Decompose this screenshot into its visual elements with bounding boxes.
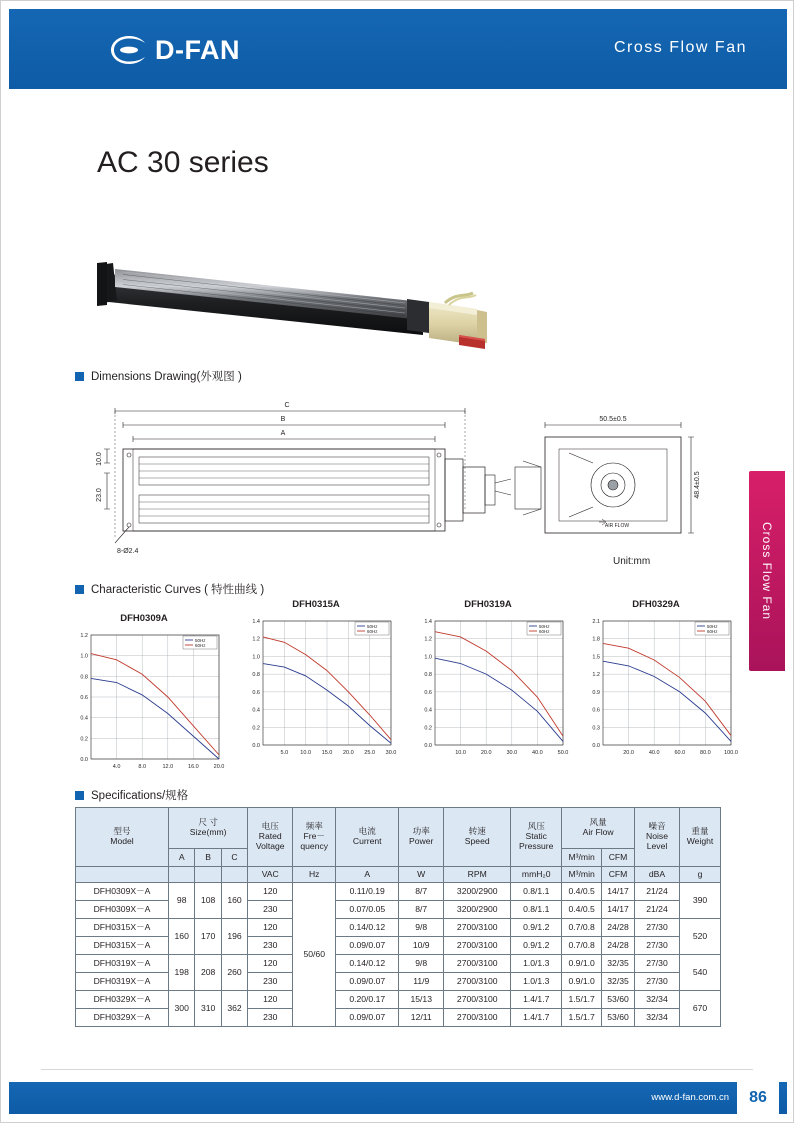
cell-size-c: 260 [221,955,247,991]
col-airflow-cfm: CFM [602,849,635,867]
svg-text:10.0: 10.0 [96,452,103,466]
cell-speed: 2700/3100 [444,973,511,991]
svg-text:30.0: 30.0 [506,750,518,756]
svg-text:60Hz: 60Hz [367,629,378,634]
chart-title: DFH0329A [632,599,680,610]
cell-voltage: 230 [248,901,293,919]
svg-text:20.0: 20.0 [342,750,354,756]
footer-url[interactable]: www.d-fan.com.cn [651,1092,729,1103]
cell-pressure: 1.4/1.7 [511,991,562,1009]
col-model-cn: 型号 [113,826,131,837]
col-pressure [511,808,562,867]
svg-text:0.2: 0.2 [252,725,260,732]
svg-text:60Hz: 60Hz [195,643,206,648]
col-speed-cn: 转速 [468,826,486,837]
cell-model: DFH0319X－A [76,955,169,973]
cell-flow-m3: 0.7/0.8 [562,919,602,937]
svg-text:0.6: 0.6 [80,695,88,701]
section-label: Characteristic Curves ( 特性曲线 ) [91,584,265,596]
cell-weight: 540 [680,955,721,991]
col-frequency-en: Fre－ [303,831,325,842]
unit-dba: dBA [635,867,680,883]
cell-model: DFH0329X－A [76,991,169,1009]
cell-flow-m3: 0.4/0.5 [562,883,602,901]
cell-pressure: 1.0/1.3 [511,955,562,973]
cell-flow-cfm: 14/17 [602,901,635,919]
col-voltage-en2: Voltage [255,840,285,851]
section-heading-specifications [75,787,188,803]
cell-power: 11/9 [399,973,444,991]
cell-voltage: 120 [248,919,293,937]
svg-text:10.0: 10.0 [300,750,312,756]
cell-noise: 27/30 [635,955,680,973]
svg-text:0.0: 0.0 [80,757,88,763]
cell-size-a: 300 [169,991,195,1027]
svg-text:50Hz: 50Hz [539,624,550,629]
col-frequency-cn: 频率 [305,821,323,832]
col-pressure-en2: Pressure [519,840,554,851]
cell-size-a: 98 [169,883,195,919]
svg-text:10.0: 10.0 [455,750,466,756]
cell-pressure: 0.9/1.2 [511,919,562,937]
cell-voltage: 230 [248,1009,293,1027]
svg-text:1.5: 1.5 [592,654,600,661]
cell-power: 10/9 [399,937,444,955]
cell-size-c: 196 [221,919,247,955]
col-noise-en: Noise [646,831,668,842]
svg-text:8-Ø2.4: 8-Ø2.4 [117,548,139,555]
col-speed [444,808,511,867]
cell-size-b: 108 [195,883,221,919]
cell-voltage: 230 [248,973,293,991]
unit-vac: VAC [248,867,293,883]
cell-power: 9/8 [399,955,444,973]
section-label: Specifications/规格 [91,790,189,802]
cell-size-c: 362 [221,991,247,1027]
chart-title: DFH0319A [464,599,512,610]
col-noise-en2: Level [646,840,668,851]
cell-voltage: 230 [248,937,293,955]
section-heading-curves [75,581,264,597]
col-speed-en: Speed [464,836,490,846]
svg-text:1.4: 1.4 [424,619,432,625]
chart-title: DFH0315A [292,599,340,610]
svg-text:50Hz: 50Hz [707,624,718,629]
page-title: AC 30 series [97,146,269,179]
col-voltage-en: Rated [258,831,282,842]
svg-text:1.2: 1.2 [80,633,88,639]
cell-voltage: 120 [248,955,293,973]
col-airflow-en: Air Flow [582,827,614,837]
svg-text:1.2: 1.2 [592,672,600,679]
col-size-en: Size(mm) [189,827,227,837]
svg-text:48.4±0.5: 48.4±0.5 [694,471,701,499]
cell-noise: 32/34 [635,991,680,1009]
bullet-square-icon [75,585,84,594]
cell-size-c: 160 [221,883,247,919]
cell-power: 8/7 [399,901,444,919]
cell-voltage: 120 [248,883,293,901]
svg-text:50.0: 50.0 [557,750,569,756]
svg-text:0.8: 0.8 [424,672,432,679]
table-head [76,808,721,883]
bullet-square-icon [75,372,84,381]
col-model [76,808,169,867]
unit-rpm: RPM [444,867,511,883]
cell-noise: 21/24 [635,901,680,919]
svg-text:50Hz: 50Hz [195,638,206,643]
cell-current: 0.09/0.07 [336,1009,399,1027]
cell-speed: 2700/3100 [444,991,511,1009]
page-footer [9,1082,787,1114]
unit-g: g [680,867,721,883]
dimension-drawing [93,391,703,571]
specifications-table-wrap [75,807,721,1027]
unit-c [221,867,247,883]
col-weight [680,808,721,867]
chart-dfh0329a [573,599,739,767]
cell-size-b: 310 [195,991,221,1027]
svg-text:0.0: 0.0 [592,743,600,749]
col-pressure-en: Static [525,831,547,842]
svg-text:0.6: 0.6 [424,689,432,696]
cell-current: 0.09/0.07 [336,937,399,955]
cell-noise: 32/34 [635,1009,680,1027]
svg-text:0.4: 0.4 [424,707,432,714]
cell-current: 0.09/0.07 [336,973,399,991]
svg-text:60Hz: 60Hz [539,629,550,634]
svg-text:1.0: 1.0 [424,654,432,661]
unit-a-amp: A [336,867,399,883]
svg-text:4.0: 4.0 [112,764,121,770]
col-frequency-en2: quency [300,840,329,851]
cell-flow-cfm: 14/17 [602,883,635,901]
svg-text:12.0: 12.0 [162,764,174,770]
svg-text:20.0: 20.0 [623,750,634,756]
cell-speed: 2700/3100 [444,1009,511,1027]
svg-text:60Hz: 60Hz [707,629,718,634]
section-label: Dimensions Drawing(外观图 ) [91,371,242,383]
svg-text:0.3: 0.3 [592,725,600,732]
cell-size-a: 160 [169,919,195,955]
cell-flow-cfm: 53/60 [602,1009,635,1027]
unit-b [195,867,221,883]
svg-text:0.6: 0.6 [252,689,260,696]
svg-text:5.0: 5.0 [280,750,289,756]
col-airflow-m3: M³/min [562,849,602,867]
table-row [76,883,721,901]
col-current-en: Current [352,836,382,846]
cell-power: 15/13 [399,991,444,1009]
table-row [76,991,721,1009]
col-power-en: Power [409,836,434,846]
svg-text:50.5±0.5: 50.5±0.5 [599,416,627,423]
col-size-c: C [221,849,247,867]
svg-text:1.0: 1.0 [80,653,88,660]
cell-size-b: 170 [195,919,221,955]
chart-dfh0309a [61,613,227,781]
cell-speed: 3200/2900 [444,901,511,919]
unit-model [76,867,169,883]
cell-size-a: 198 [169,955,195,991]
cell-speed: 2700/3100 [444,955,511,973]
table-body [76,883,721,1027]
table-row [76,919,721,937]
brand-name: D-FAN [155,34,240,65]
svg-text:0.2: 0.2 [424,725,432,732]
svg-text:0.8: 0.8 [80,674,88,681]
bullet-square-icon [75,791,84,800]
cell-power: 12/11 [399,1009,444,1027]
col-size-a: A [169,849,195,867]
cell-speed: 3200/2900 [444,883,511,901]
col-frequency [293,808,336,867]
svg-text:B: B [280,416,286,423]
svg-text:80.0: 80.0 [700,750,711,756]
svg-text:60.0: 60.0 [674,750,686,756]
section-heading-dimensions [75,368,242,384]
page-number: 86 [737,1082,779,1114]
col-size [169,808,248,849]
svg-text:1.2: 1.2 [252,636,260,643]
cell-flow-cfm: 24/28 [602,919,635,937]
table-row [76,955,721,973]
svg-text:A: A [280,430,286,437]
side-tab-label: Cross Flow Fan [760,521,774,621]
cell-noise: 21/24 [635,883,680,901]
cell-model: DFH0309X－A [76,901,169,919]
unit-m3min: M³/min [562,867,602,883]
col-pressure-cn: 风压 [527,821,545,832]
col-model-en: Model [110,836,134,846]
svg-text:0.4: 0.4 [80,715,88,722]
unit-note: Unit:mm [613,556,651,567]
unit-w: W [399,867,444,883]
col-current-cn: 电流 [358,826,376,837]
cell-weight: 520 [680,919,721,955]
col-noise-cn: 噪音 [648,821,666,832]
side-tab [749,471,785,671]
svg-text:1.0: 1.0 [252,654,260,661]
cell-pressure: 0.8/1.1 [511,901,562,919]
col-voltage-cn: 电压 [261,821,279,832]
svg-text:40.0: 40.0 [648,750,660,756]
cell-flow-m3: 0.9/1.0 [562,973,602,991]
cell-flow-m3: 0.4/0.5 [562,901,602,919]
unit-hz: Hz [293,867,336,883]
cell-pressure: 1.4/1.7 [511,1009,562,1027]
svg-text:16.0: 16.0 [188,764,199,770]
col-power-cn: 功率 [412,826,430,837]
svg-text:100.0: 100.0 [724,750,738,756]
col-power [399,808,444,867]
cell-current: 0.20/0.17 [336,991,399,1009]
cell-noise: 27/30 [635,937,680,955]
unit-a [169,867,195,883]
footer-divider [41,1069,753,1070]
chart-title: DFH0309A [120,613,168,624]
col-size-cn: 尺 寸 [198,817,218,828]
col-size-b: B [195,849,221,867]
cell-speed: 2700/3100 [444,937,511,955]
chart-dfh0315a [233,599,399,767]
cell-weight: 390 [680,883,721,919]
svg-text:23.0: 23.0 [96,488,103,502]
unit-cfm: CFM [602,867,635,883]
cell-frequency: 50/60 [293,883,336,1027]
cell-voltage: 120 [248,991,293,1009]
col-airflow [562,808,635,849]
cell-speed: 2700/3100 [444,919,511,937]
col-weight-cn: 重量 [691,826,709,837]
cell-noise: 27/30 [635,973,680,991]
svg-text:0.0: 0.0 [424,743,432,749]
cell-pressure: 0.9/1.2 [511,937,562,955]
svg-text:0.4: 0.4 [252,707,260,714]
cell-flow-m3: 0.9/1.0 [562,955,602,973]
cell-noise: 27/30 [635,919,680,937]
svg-text:20.0: 20.0 [480,750,492,756]
col-current [336,808,399,867]
d-fan-logo-icon [109,33,149,67]
characteristic-curves [61,599,737,781]
svg-text:40.0: 40.0 [532,750,543,756]
svg-text:1.4: 1.4 [252,619,260,625]
cell-current: 0.14/0.12 [336,955,399,973]
svg-text:0.0: 0.0 [252,743,260,749]
col-noise [635,808,680,867]
svg-text:20.0: 20.0 [213,764,225,770]
svg-text:25.0: 25.0 [364,750,376,756]
cell-size-b: 208 [195,955,221,991]
cell-model: DFH0309X－A [76,883,169,901]
svg-text:1.8: 1.8 [592,636,600,643]
cell-flow-cfm: 32/35 [602,955,635,973]
cell-pressure: 1.0/1.3 [511,973,562,991]
cell-flow-m3: 1.5/1.7 [562,1009,602,1027]
cell-model: DFH0315X－A [76,919,169,937]
svg-text:0.8: 0.8 [252,672,260,679]
product-photo [93,249,493,354]
cell-flow-cfm: 32/35 [602,973,635,991]
cell-model: DFH0319X－A [76,973,169,991]
cell-flow-cfm: 24/28 [602,937,635,955]
table-units-row [76,867,721,883]
svg-text:50Hz: 50Hz [367,624,378,629]
brand-logo [109,33,240,67]
svg-text:8.0: 8.0 [138,764,147,770]
page-header [9,9,787,89]
cell-flow-cfm: 53/60 [602,991,635,1009]
cell-current: 0.07/0.05 [336,901,399,919]
cell-current: 0.14/0.12 [336,919,399,937]
col-weight-en: Weight [686,836,714,846]
cell-current: 0.11/0.19 [336,883,399,901]
cell-pressure: 0.8/1.1 [511,883,562,901]
svg-text:30.0: 30.0 [385,750,397,756]
svg-text:2.1: 2.1 [592,619,600,625]
cell-model: DFH0329X－A [76,1009,169,1027]
svg-text:0.9: 0.9 [592,689,600,696]
cell-power: 8/7 [399,883,444,901]
header-title: Cross Flow Fan [613,39,747,56]
svg-text:15.0: 15.0 [321,750,333,756]
col-airflow-cn: 风量 [589,817,607,828]
specifications-table [75,807,721,1027]
cell-weight: 670 [680,991,721,1027]
svg-text:1.2: 1.2 [424,636,432,643]
cell-flow-m3: 0.7/0.8 [562,937,602,955]
svg-text:0.2: 0.2 [80,736,88,743]
svg-text:C: C [284,402,290,409]
cell-power: 9/8 [399,919,444,937]
svg-text:0.6: 0.6 [592,707,600,714]
col-voltage [248,808,293,867]
cell-model: DFH0315X－A [76,937,169,955]
svg-text:AIR FLOW: AIR FLOW [604,523,630,529]
unit-mmh2o: mmH₂0 [511,867,562,883]
cell-flow-m3: 1.5/1.7 [562,991,602,1009]
chart-dfh0319a [405,599,571,767]
table-header-row-1 [76,808,721,849]
